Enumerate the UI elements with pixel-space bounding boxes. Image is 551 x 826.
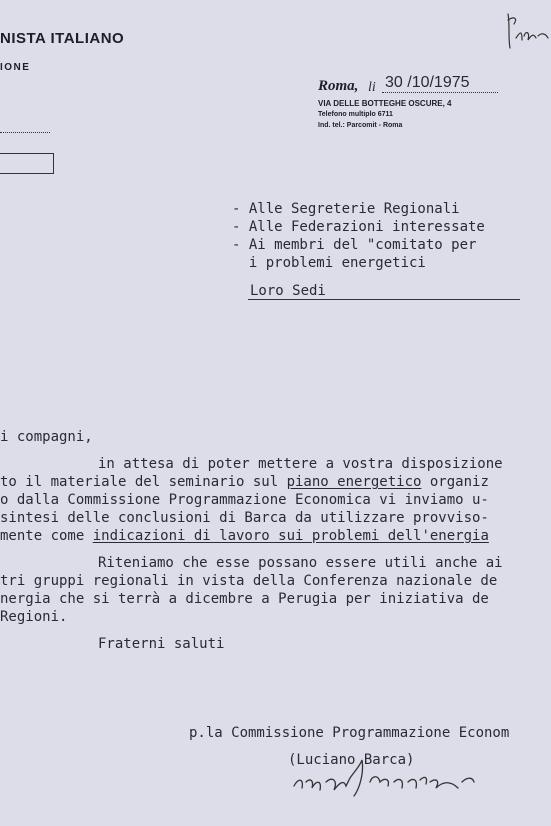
letterhead-telegraph: Ind. tel.: Parcomit - Roma [318, 122, 403, 129]
body-line-5: mente come indicazioni di lavoro sui problemi dell'energia [0, 528, 489, 544]
letterhead-dotted-line [0, 132, 50, 133]
letterhead-address: VIA DELLE BOTTEGHE OSCURE, 4 [318, 99, 452, 108]
salutation: i compagni, [0, 429, 93, 445]
letterhead-box [0, 153, 54, 174]
signature-title: p.la Commissione Programmazione Econom [189, 725, 510, 741]
recipient-line: - Alle Federazioni interessate [232, 219, 485, 235]
body-line-2: to il materiale del seminario sul piano energetico organiz [0, 474, 489, 490]
loro-sedi-underline [248, 299, 520, 300]
underlined-phrase: piano energetico [286, 474, 422, 490]
body-line-6: Riteniamo che esse possano essere utili anche ai [98, 555, 503, 571]
letterhead-city: Roma, [318, 78, 359, 94]
handwritten-signature [288, 752, 488, 802]
recipient-line: - Ai membri del "comitato per [232, 237, 477, 253]
body-line-1: in attesa di poter mettere a vostra disposizione [98, 456, 503, 472]
letterhead-subtitle: IONE [0, 62, 31, 73]
recipient-line: - Alle Segreterie Regionali [232, 201, 460, 217]
date-dotted-line [382, 92, 498, 93]
closing: Fraterni saluti [98, 636, 225, 652]
body-line-7: tri gruppi regionali in vista della Conferenza nazionale de [0, 573, 498, 589]
body-line-4: sintesi delle conclusioni di Barca da utilizzare provviso- [0, 510, 489, 526]
letterhead-party-name: NISTA ITALIANO [0, 30, 125, 47]
handwritten-note-mark [502, 8, 550, 54]
recipient-line: i problemi energetici [232, 255, 426, 271]
body-line-8: nergia che si terrà a dicembre a Perugia per iniziativa de [0, 591, 489, 607]
signature-name: (Luciano Barca) [288, 752, 415, 768]
body-line-3: o dalla Commissione Programmazione Economica vi inviamo u- [0, 492, 489, 508]
letterhead-phone: Telefono multiplo 6711 [318, 111, 393, 118]
letterhead-li: li [368, 80, 376, 95]
underlined-phrase: indicazioni di lavoro sui problemi dell'energia [92, 528, 489, 544]
letter-date: 30 /10/1975 [385, 74, 470, 91]
loro-sedi: Loro Sedi [250, 283, 326, 299]
body-line-9: Regioni. [0, 609, 68, 625]
